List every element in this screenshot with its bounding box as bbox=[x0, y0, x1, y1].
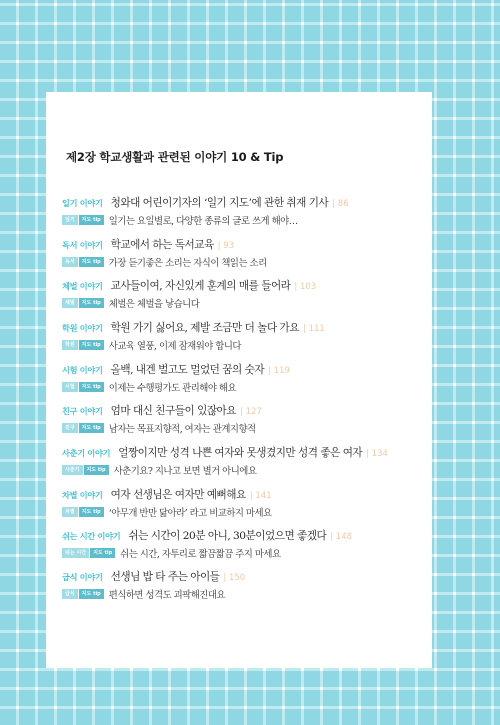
tip-tag: 지도 tip bbox=[79, 257, 104, 267]
entry-tag: 체벌 bbox=[62, 298, 78, 308]
entry-tag: 시험 bbox=[62, 382, 78, 392]
entry-page: | 141 bbox=[249, 491, 272, 501]
entry-category: 체벌 이야기 bbox=[62, 281, 103, 291]
entry-headline: 청와대 어린이기자의 ‘일기 지도’에 관한 취재 기사 bbox=[110, 197, 329, 209]
entry-tag: 친구 bbox=[62, 423, 78, 433]
toc-entry bbox=[62, 362, 432, 394]
entry-tag: 사춘기 bbox=[62, 465, 83, 475]
entry-category: 급식 이야기 bbox=[62, 572, 103, 582]
entry-headline: 학원 가기 싫어요, 제발 조금만 더 놀다 가요 bbox=[110, 322, 300, 334]
toc-entry bbox=[62, 195, 432, 227]
entry-headline: 교사들이여, 자신있게 훈계의 매를 들어라 bbox=[110, 280, 291, 292]
tip-tag: 지도 tip bbox=[79, 215, 104, 225]
tip-tag: 지도 tip bbox=[84, 465, 109, 475]
toc-entry bbox=[62, 403, 432, 435]
entry-page: | 134 bbox=[366, 449, 388, 459]
entry-tag: 학원 bbox=[62, 340, 78, 350]
entry-category: 친구 이야기 bbox=[62, 406, 103, 416]
entry-subline: ‘아무개 반만 닮아라’ 라고 비교하지 마세요 bbox=[108, 508, 272, 519]
toc-entry bbox=[62, 278, 432, 310]
tip-tag: 지도 tip bbox=[79, 423, 104, 433]
entry-page: | 150 bbox=[223, 573, 246, 583]
entry-subline: 쉬는 시간, 자투리로 짧끔짧끔 주지 마세요 bbox=[120, 549, 281, 560]
toc-entry bbox=[62, 528, 432, 560]
entry-category: 사춘기 이야기 bbox=[62, 448, 111, 458]
entry-tag: 급식 bbox=[62, 589, 78, 599]
entry-headline: 여자 선생님은 여자만 예뻐해요 bbox=[110, 489, 246, 501]
toc-entry bbox=[62, 569, 432, 601]
entry-category: 독서 이야기 bbox=[62, 240, 103, 250]
entry-tag: 차별 bbox=[62, 507, 78, 517]
entry-headline: 선생님 밥 타 주는 아이들 bbox=[110, 571, 220, 583]
toc-entry bbox=[62, 320, 432, 352]
entry-subline: 체벌은 체벌을 낳습니다 bbox=[108, 299, 200, 310]
tip-tag: 지도 tip bbox=[79, 340, 104, 350]
toc-entry bbox=[62, 487, 432, 519]
entry-subline: 가장 듣기좋은 소리는 자식이 책읽는 소리 bbox=[108, 258, 267, 269]
tip-tag: 지도 tip bbox=[79, 507, 104, 517]
entry-headline: 학교에서 하는 독서교육 bbox=[110, 239, 214, 251]
tip-tag: 지도 tip bbox=[79, 382, 104, 392]
toc-panel bbox=[46, 92, 432, 668]
entry-page: | 86 bbox=[332, 199, 349, 209]
entry-headline: 얼짱이지만 성격 나쁜 여자와 못생겼지만 성격 좋은 여자 bbox=[118, 447, 363, 459]
entry-page: | 127 bbox=[240, 407, 262, 417]
entry-headline: 쉬는 시간이 20분 아니, 30분이었으면 좋겠다 bbox=[128, 530, 327, 542]
entry-tag: 일기 bbox=[62, 215, 78, 225]
entry-headline: 엄마 대신 친구들이 있잖아요 bbox=[110, 405, 237, 417]
entry-page: | 111 bbox=[303, 324, 325, 334]
entry-subline: 일기는 요일별로, 다양한 종류의 글로 쓰게 해야… bbox=[108, 216, 298, 227]
entry-subline: 남자는 목표지향적, 여자는 관계지향적 bbox=[108, 424, 256, 435]
tip-tag: 지도 tip bbox=[79, 589, 104, 599]
entry-category: 차별 이야기 bbox=[62, 490, 103, 500]
entry-category: 시험 이야기 bbox=[62, 365, 103, 375]
toc-entry bbox=[62, 237, 432, 269]
entry-subline: 사춘기요? 지나고 보면 별거 아니에요 bbox=[113, 466, 257, 477]
entry-subline: 이제는 수행평가도 관리해야 해요 bbox=[108, 383, 236, 394]
entry-tag: 쉬는 시간 bbox=[62, 548, 89, 558]
toc-entry bbox=[62, 445, 432, 477]
entry-page: | 93 bbox=[217, 241, 235, 251]
entry-category: 쉬는 시간 이야기 bbox=[62, 531, 121, 541]
entry-subline: 편식하면 성격도 괴팍해진대요 bbox=[108, 590, 225, 601]
tip-tag: 지도 tip bbox=[90, 548, 115, 558]
entry-tag: 독서 bbox=[62, 257, 78, 267]
entry-page: | 103 bbox=[294, 282, 317, 292]
entry-page: | 119 bbox=[268, 366, 290, 376]
tip-tag: 지도 tip bbox=[79, 298, 104, 308]
entry-category: 학원 이야기 bbox=[62, 323, 103, 333]
chapter-title: 제2장 학교생활과 관련된 이야기 10 & Tip bbox=[66, 150, 284, 164]
entry-page: | 148 bbox=[330, 532, 353, 542]
entry-headline: 올백, 내겐 벌고도 멀었던 꿈의 숫자 bbox=[110, 364, 265, 376]
entry-category: 일기 이야기 bbox=[62, 198, 103, 208]
entry-subline: 사교육 열풍, 이제 잠재워야 합니다 bbox=[108, 341, 241, 352]
